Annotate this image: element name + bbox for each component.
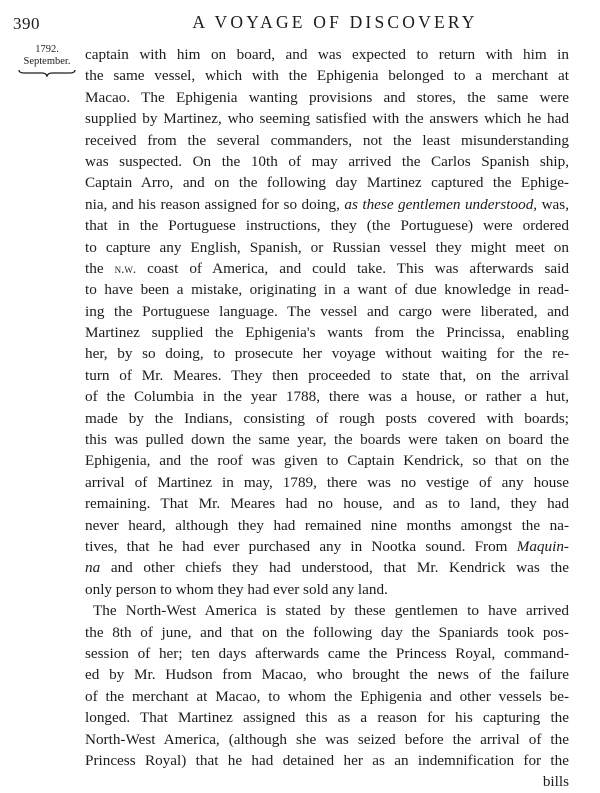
- text-line: [85, 729, 569, 750]
- text-run: only person to whom they had ever sold any land.: [85, 580, 388, 598]
- catchword: bills: [542, 773, 569, 791]
- text-run: ing the Portuguese language. The vessel and cargo were liberated, and: [85, 302, 569, 320]
- italic-text: as these gentlemen understood,: [344, 195, 538, 213]
- text-line: [85, 237, 569, 258]
- margin-note-month: September.: [23, 56, 71, 67]
- text-line: [85, 600, 569, 621]
- text-run: The North-West America is stated by these gentlemen to have arrived: [93, 602, 569, 620]
- text-line: [85, 643, 569, 664]
- text-line: [85, 279, 569, 300]
- text-run: received from the several commanders, not the least misunderstanding: [85, 131, 569, 149]
- text-line: [85, 194, 569, 215]
- text-run: arrival of Martinez in may, 1789, there was no vestige of any house: [85, 473, 569, 491]
- text-line: [85, 408, 569, 429]
- text-line: [85, 322, 569, 343]
- text-line: [85, 151, 569, 172]
- text-run: longed. That Martinez assigned this as a reason for his capturing the: [85, 709, 569, 727]
- page-number: 390: [13, 14, 40, 33]
- text-line: [85, 172, 569, 193]
- text-line: [85, 664, 569, 685]
- text-line: [85, 750, 569, 771]
- text-run: that in the Portuguese instructions, they (the Portuguese) were ordered: [85, 217, 569, 235]
- text-line: [85, 493, 569, 514]
- text-line: [85, 65, 569, 86]
- text-line: [85, 557, 569, 578]
- text-run: the: [85, 259, 115, 277]
- text-line: [85, 686, 569, 707]
- text-line: [85, 579, 569, 600]
- text-line: [85, 301, 569, 322]
- text-line: [85, 87, 569, 108]
- text-run: tives, that he had ever purchased any in Nootka sound. From: [85, 537, 517, 555]
- text-run: Princess Royal) that he had detained her as an indemnification for the: [85, 751, 569, 769]
- text-run: to have been a mistake, originating in a want of due knowledge in read-: [85, 281, 569, 299]
- text-line: [85, 258, 569, 279]
- running-head: A VOYAGE OF DISCOVERY: [192, 12, 478, 32]
- text-line: [85, 130, 569, 151]
- text-run: her, by so doing, to prosecute her voyage without waiting for the re-: [85, 345, 569, 363]
- text-run: this was pulled down the same year, the boards were taken on board the: [85, 431, 569, 449]
- text-line: [85, 343, 569, 364]
- margin-brace: [18, 69, 76, 77]
- text-run: ed by Mr. Hudson from Macao, who brought the news of the failure: [85, 666, 569, 684]
- text-run: coast of America, and could take. This was afterwards said: [136, 259, 569, 277]
- text-line: [85, 215, 569, 236]
- italic-text: Maquin-: [516, 537, 569, 555]
- small-caps-text: n.w.: [114, 260, 137, 276]
- text-run: to capture any English, Spanish, or Russian vessel they might meet on: [85, 238, 569, 256]
- text-run: session of her; ten days afterwards came the Princess Royal, command-: [85, 644, 569, 662]
- margin-note: [16, 44, 78, 77]
- text-line: [85, 450, 569, 471]
- text-line: [85, 108, 569, 129]
- text-run: Ephigenia, and the roof was given to Captain Kendrick, so that on the: [85, 452, 569, 470]
- text-line: [85, 707, 569, 728]
- text-run: never heard, although they had remained nine months amongst the na-: [85, 516, 569, 534]
- text-line: [85, 365, 569, 386]
- text-run: Macao. The Ephigenia wanting provisions and stores, the same were: [85, 88, 569, 106]
- body-text: [85, 44, 569, 793]
- text-run: the same vessel, which with the Ephigenia belonged to a merchant at: [85, 67, 569, 85]
- text-line: [85, 472, 569, 493]
- text-run: Captain Arro, and on the following day Martinez captured the Ephige-: [85, 174, 569, 192]
- text-run: was,: [537, 195, 569, 213]
- text-run: remaining. That Mr. Meares had no house, and as to land, they had: [85, 495, 569, 513]
- text-run: made by the Indians, consisting of rough posts covered with boards;: [85, 409, 569, 427]
- text-run: of the merchant at Macao, to whom the Ephigenia and other vessels be-: [85, 687, 569, 705]
- text-run: Martinez supplied the Ephigenia's wants from the Princissa, enabling: [85, 324, 569, 342]
- text-run: was suspected. On the 10th of may arrived the Carlos Spanish ship,: [85, 152, 569, 170]
- text-run: of the Columbia in the year 1788, there was a house, or rather a hut,: [85, 388, 569, 406]
- text-run: North-West America, (although she was seized before the arrival of the: [85, 730, 569, 748]
- text-run: and other chiefs they had understood, that Mr. Kendrick was the: [100, 559, 569, 577]
- text-line: [85, 429, 569, 450]
- text-line: [85, 536, 569, 557]
- italic-text: na: [85, 559, 101, 577]
- text-line: [85, 515, 569, 536]
- text-run: turn of Mr. Meares. They then proceeded to state that, on the arrival: [85, 366, 569, 384]
- text-line: [85, 622, 569, 643]
- text-run: supplied by Martinez, who seeming satisfied with the answers which he had: [85, 110, 569, 128]
- text-run: nia, and his reason assigned for so doing,: [85, 195, 345, 213]
- text-run: the 8th of june, and that on the following day the Spaniards took pos-: [85, 623, 569, 641]
- margin-note-year: 1792.: [35, 44, 59, 55]
- text-line: [85, 386, 569, 407]
- text-run: captain with him on board, and was expected to return with him in: [85, 46, 569, 63]
- text-line: [85, 44, 569, 65]
